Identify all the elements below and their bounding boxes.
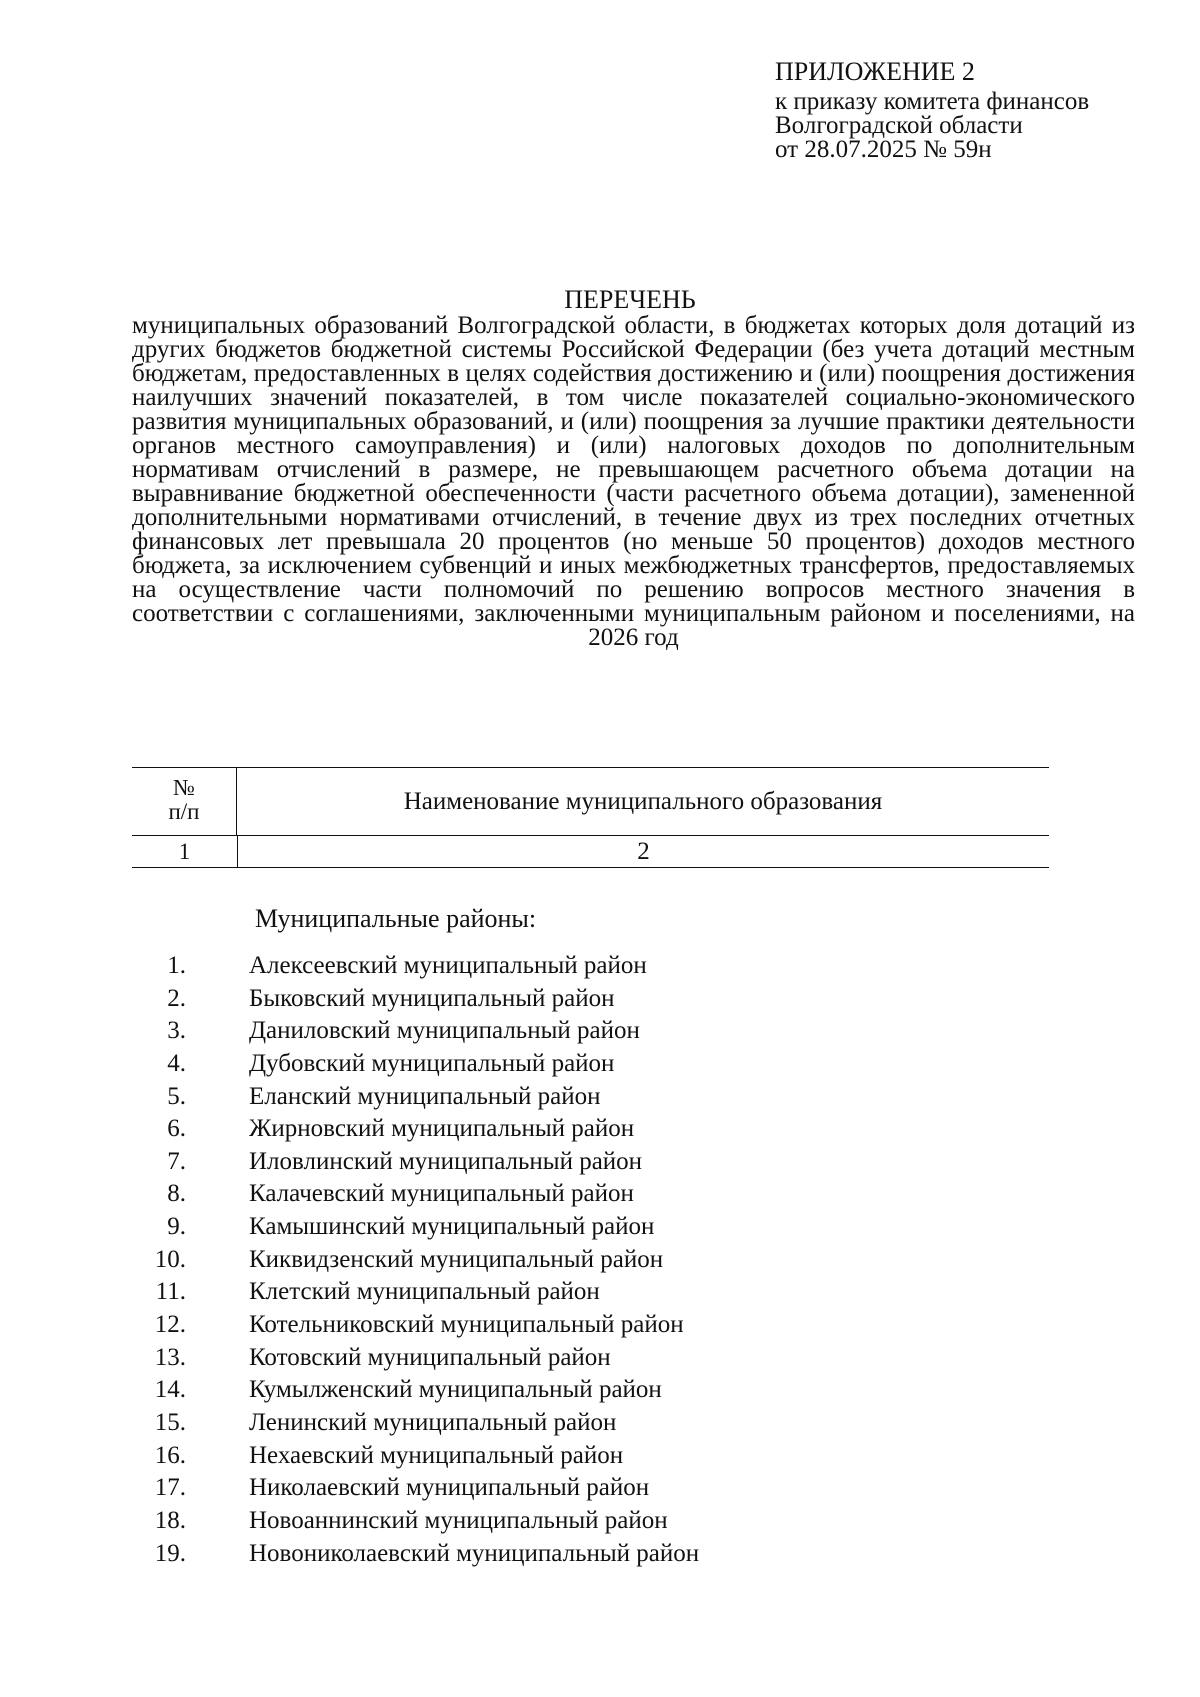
list-item-number: 18. (154, 1506, 186, 1534)
list-item (132, 1048, 1032, 1081)
list-item (132, 1342, 1032, 1375)
list-item-name: Даниловский муниципальный район (249, 1017, 640, 1045)
list-item (132, 1113, 1032, 1146)
list-item-number: 13. (154, 1343, 186, 1371)
appendix-date-line: от 28.07.2025 № 59н (775, 136, 992, 163)
list-item (132, 1472, 1032, 1505)
list-item-name: Новоаннинский муниципальный район (249, 1506, 668, 1534)
list-item-name: Калачевский муниципальный район (249, 1180, 634, 1208)
appendix-header (775, 57, 1155, 163)
list-item (132, 1309, 1032, 1342)
name-column-header: Наименование муниципального образования (403, 788, 883, 815)
list-item-number: 1. (167, 952, 186, 979)
list-item-name: Иловлинский муниципальный район (249, 1147, 643, 1175)
table-index-row (132, 836, 1049, 868)
list-item (132, 1015, 1032, 1048)
list-item-name: Жирновский муниципальный район (249, 1115, 635, 1143)
list-item (132, 1276, 1032, 1309)
list-item-name: Алексеевский муниципальный район (249, 952, 647, 979)
list-item-number: 6. (167, 1115, 186, 1143)
number-sign: № (173, 775, 195, 800)
list-item (132, 1440, 1032, 1473)
list-item-name: Новониколаевский муниципальный район (249, 1539, 700, 1567)
list-item-number: 10. (154, 1245, 186, 1273)
list-item-number: 9. (167, 1213, 186, 1241)
column-index-2: 2 (637, 838, 650, 865)
list-item-name: Еланский муниципальный район (249, 1082, 601, 1110)
list-item (132, 1178, 1032, 1211)
list-item-name: Клетский муниципальный район (249, 1278, 600, 1306)
list-item-name: Быковский муниципальный район (249, 984, 615, 1012)
list-item-name: Ленинский муниципальный район (249, 1408, 617, 1436)
list-item-name: Нехаевский муниципальный район (249, 1441, 624, 1469)
section-title: Муниципальные районы: (255, 904, 537, 933)
district-list (132, 950, 1032, 1570)
list-item (132, 1146, 1032, 1179)
list-item-number: 3. (167, 1017, 186, 1045)
list-item (132, 1374, 1032, 1407)
list-item-number: 19. (154, 1539, 186, 1567)
number-abbr: п/п (168, 799, 200, 824)
list-item-number: 14. (154, 1376, 186, 1404)
list-item (132, 950, 1032, 983)
list-item-number: 4. (167, 1049, 186, 1077)
list-item-name: Котельниковский муниципальный район (249, 1311, 684, 1339)
list-item-name: Котовский муниципальный район (249, 1343, 611, 1371)
list-table-header (132, 767, 1049, 868)
document-description: муниципальных образований Волгоградской области, в бюджетах которых доля дотаций из других бюджетов бюджетной системы Российской Федерации (без учета дотаций местным бюджетам, предоставленных в целях содействия достижению и (или) поощрения достижения наилучших значений показателей, в том числе показателей социально-экономического развития муниципальных образований, и (или) поощрения за лучшие практики деятельности органов местного самоуправления) и (или) налоговых доходов по дополнительным нормативам отчислений в размере, не превышающем расчетного объема дотации на выравнивание бюджетной обеспеченности (части расчетного объема дотации), замененной дополнительными нормативами отчислений, в течение двух из трех последних отчетных финансовых лет превышала 20 процентов (но меньше 50 процентов) доходов местного бюджета, за исключением субвенций и иных межбюджетных трансфертов, предоставляемых на осуществление части полномочий по решению вопросов местного значения в соответствии с соглашениями, заключенными муниципальным районом и поселениями, на 2026 год (132, 312, 1135, 651)
list-item-number: 2. (167, 984, 186, 1012)
table-header-row (132, 768, 1049, 836)
appendix-title: ПРИЛОЖЕНИЕ 2 (775, 57, 975, 86)
list-item (132, 1505, 1032, 1538)
appendix-order-line: к приказу комитета финансов (775, 88, 1090, 115)
number-column-header (132, 768, 237, 835)
list-item-number: 17. (154, 1474, 186, 1502)
list-item-number: 16. (154, 1441, 186, 1469)
list-item-number: 7. (167, 1147, 186, 1175)
document-title: ПЕРЕЧЕНЬ (564, 285, 696, 314)
list-item-number: 5. (167, 1082, 186, 1110)
list-item-name: Киквидзенский муниципальный район (249, 1245, 664, 1273)
list-item-name: Камышинский муниципальный район (249, 1213, 655, 1241)
list-item-number: 12. (154, 1311, 186, 1339)
list-item (132, 1081, 1032, 1114)
list-item-number: 15. (154, 1408, 186, 1436)
list-item (132, 1211, 1032, 1244)
list-item (132, 1538, 1032, 1571)
list-item (132, 1407, 1032, 1440)
list-item-name: Николаевский муниципальный район (249, 1474, 650, 1502)
list-item-number: 11. (155, 1278, 186, 1306)
list-item (132, 1244, 1032, 1277)
list-item (132, 983, 1032, 1016)
list-item-name: Кумылженский муниципальный район (249, 1376, 662, 1404)
column-index-1: 1 (132, 836, 238, 867)
list-item-number: 8. (167, 1180, 186, 1208)
appendix-region-line: Волгоградской области (775, 112, 1023, 139)
list-item-name: Дубовский муниципальный район (249, 1049, 615, 1077)
